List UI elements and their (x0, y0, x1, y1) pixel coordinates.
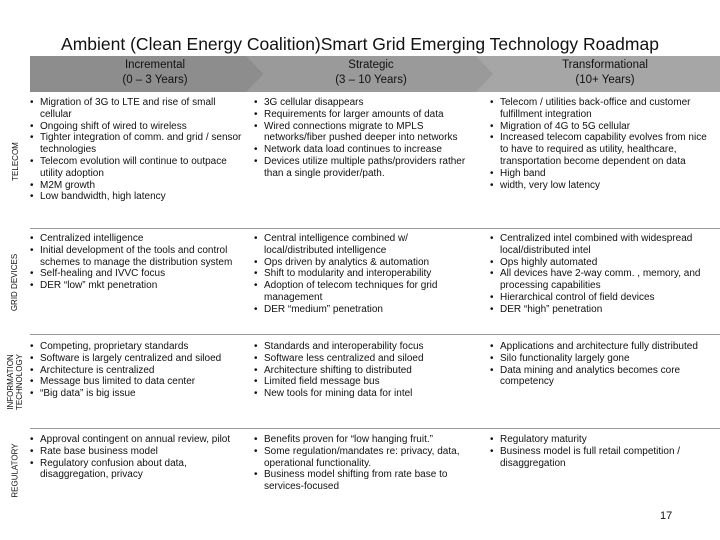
bullet-item: • DER “medium” penetration (254, 304, 480, 316)
bullet-item: • Migration of 3G to LTE and rise of small cellular (30, 97, 242, 121)
bullet-item: • Centralized intelligence (30, 233, 242, 245)
page-number: 17 (660, 510, 673, 522)
phase-range: (0 – 3 Years) (122, 74, 188, 86)
bullet-item: • Silo functionality largely gone (490, 353, 714, 365)
bullet-item: • Benefits proven for “low hanging fruit.” (254, 434, 480, 446)
cell-it-transformational (490, 341, 714, 388)
phase-range: (3 – 10 Years) (335, 74, 407, 86)
bullet-item: • Low bandwidth, high latency (30, 191, 242, 203)
row-label-regulatory: REGULATORY (10, 442, 20, 498)
phase-header-incremental (30, 58, 280, 88)
bullet-item: • Competing, proprietary standards (30, 341, 242, 353)
bullet-item: • Wired connections migrate to MPLS networks/fiber pushed deeper into networks (254, 121, 480, 145)
cell-telecom-incremental (30, 97, 242, 203)
cell-it-strategic (254, 341, 480, 400)
bullet-item: • Software is largely centralized and siloed (30, 353, 242, 365)
phase-header-strategic (246, 58, 496, 88)
cell-telecom-strategic (254, 97, 480, 180)
cell-grid-devices-strategic (254, 233, 480, 316)
row-label-grid-devices: GRID DEVICES (10, 253, 20, 311)
bullet-item: • Software less centralized and siloed (254, 353, 480, 365)
bullet-item: • DER “high” penetration (490, 304, 714, 316)
phase-range: (10+ Years) (575, 74, 635, 86)
bullet-item: • Ops highly automated (490, 257, 714, 269)
bullet-item: • All devices have 2-way comm. , memory, and processing capabilities (490, 268, 714, 292)
bullet-item: • Shift to modularity and interoperability (254, 268, 480, 280)
cell-grid-devices-transformational (490, 233, 714, 316)
bullet-item: • Message bus limited to data center (30, 376, 242, 388)
bullet-item: • 3G cellular disappears (254, 97, 480, 109)
bullet-item: • M2M growth (30, 180, 242, 192)
cell-telecom-transformational (490, 97, 714, 191)
row-divider (30, 228, 720, 229)
bullet-item: • Telecom / utilities back-office and customer fulfillment integration (490, 97, 714, 121)
bullet-item: • Ops driven by analytics & automation (254, 257, 480, 269)
bullet-item: • Data mining and analytics becomes core competency (490, 365, 714, 389)
cell-regulatory-transformational (490, 434, 714, 469)
bullet-item: • Approval contingent on annual review, pilot (30, 434, 242, 446)
row-divider (30, 334, 720, 335)
phase-name: Transformational (562, 59, 648, 71)
phase-name: Strategic (348, 59, 394, 71)
bullet-item: • Adoption of telecom techniques for grid management (254, 280, 480, 304)
bullet-item: • Initial development of the tools and control schemes to manage the distribution system (30, 245, 242, 269)
bullet-item: • Architecture is centralized (30, 365, 242, 377)
bullet-item: • Telecom evolution will continue to outpace utility adoption (30, 156, 242, 180)
bullet-item: • Business model is full retail competition / disaggregation (490, 446, 714, 470)
bullet-item: • Ongoing shift of wired to wireless (30, 121, 242, 133)
page-title: Ambient (Clean Energy Coalition)Smart Grid Emerging Technology Roadmap (61, 34, 659, 54)
bullet-item: • Centralized intel combined with widespread local/distributed intel (490, 233, 714, 257)
bullet-item: • Rate base business model (30, 446, 242, 458)
bullet-item: • Regulatory confusion about data, disaggregation, privacy (30, 458, 242, 482)
bullet-item: • Network data load continues to increase (254, 144, 480, 156)
cell-it-incremental (30, 341, 242, 400)
phase-name: Incremental (124, 59, 186, 71)
bullet-item: • Self-healing and IVVC focus (30, 268, 242, 280)
cell-regulatory-incremental (30, 434, 242, 481)
bullet-item: • Devices utilize multiple paths/providers rather than a single provider/path. (254, 156, 480, 180)
row-label-telecom: TELECOM (10, 141, 20, 181)
bullet-item: • width, very low latency (490, 180, 714, 192)
bullet-item: • High band (490, 168, 714, 180)
bullet-item: • Requirements for larger amounts of data (254, 109, 480, 121)
bullet-item: • Central intelligence combined w/ local/distributed intelligence (254, 233, 480, 257)
row-label-information-technology (0, 336, 30, 428)
row-label-text: INFORMATION TECHNOLOGY (6, 353, 25, 411)
bullet-item: • Regulatory maturity (490, 434, 714, 446)
bullet-item: • Migration of 4G to 5G cellular (490, 121, 714, 133)
bullet-item: • Architecture shifting to distributed (254, 365, 480, 377)
bullet-item: • Business model shifting from rate base to services-focused (254, 469, 480, 493)
bullet-item: • Standards and interoperability focus (254, 341, 480, 353)
cell-grid-devices-incremental (30, 233, 242, 292)
bullet-item: • Limited field message bus (254, 376, 480, 388)
cell-regulatory-strategic (254, 434, 480, 493)
bullet-item: • New tools for mining data for intel (254, 388, 480, 400)
phase-header-transformational (490, 58, 720, 88)
bullet-item: • Increased telecom capability evolves from nice to have to required as utility, healthcare, transportation become dependent on data (490, 132, 714, 167)
bullet-item: • Applications and architecture fully distributed (490, 341, 714, 353)
bullet-item: • “Big data” is big issue (30, 388, 242, 400)
bullet-item: • Hierarchical control of field devices (490, 292, 714, 304)
row-divider (30, 428, 720, 429)
bullet-item: • DER “low” mkt penetration (30, 280, 242, 292)
bullet-item: • Some regulation/mandates re: privacy, data, operational functionality. (254, 446, 480, 470)
bullet-item: • Tighter integration of comm. and grid / sensor technologies (30, 132, 242, 156)
